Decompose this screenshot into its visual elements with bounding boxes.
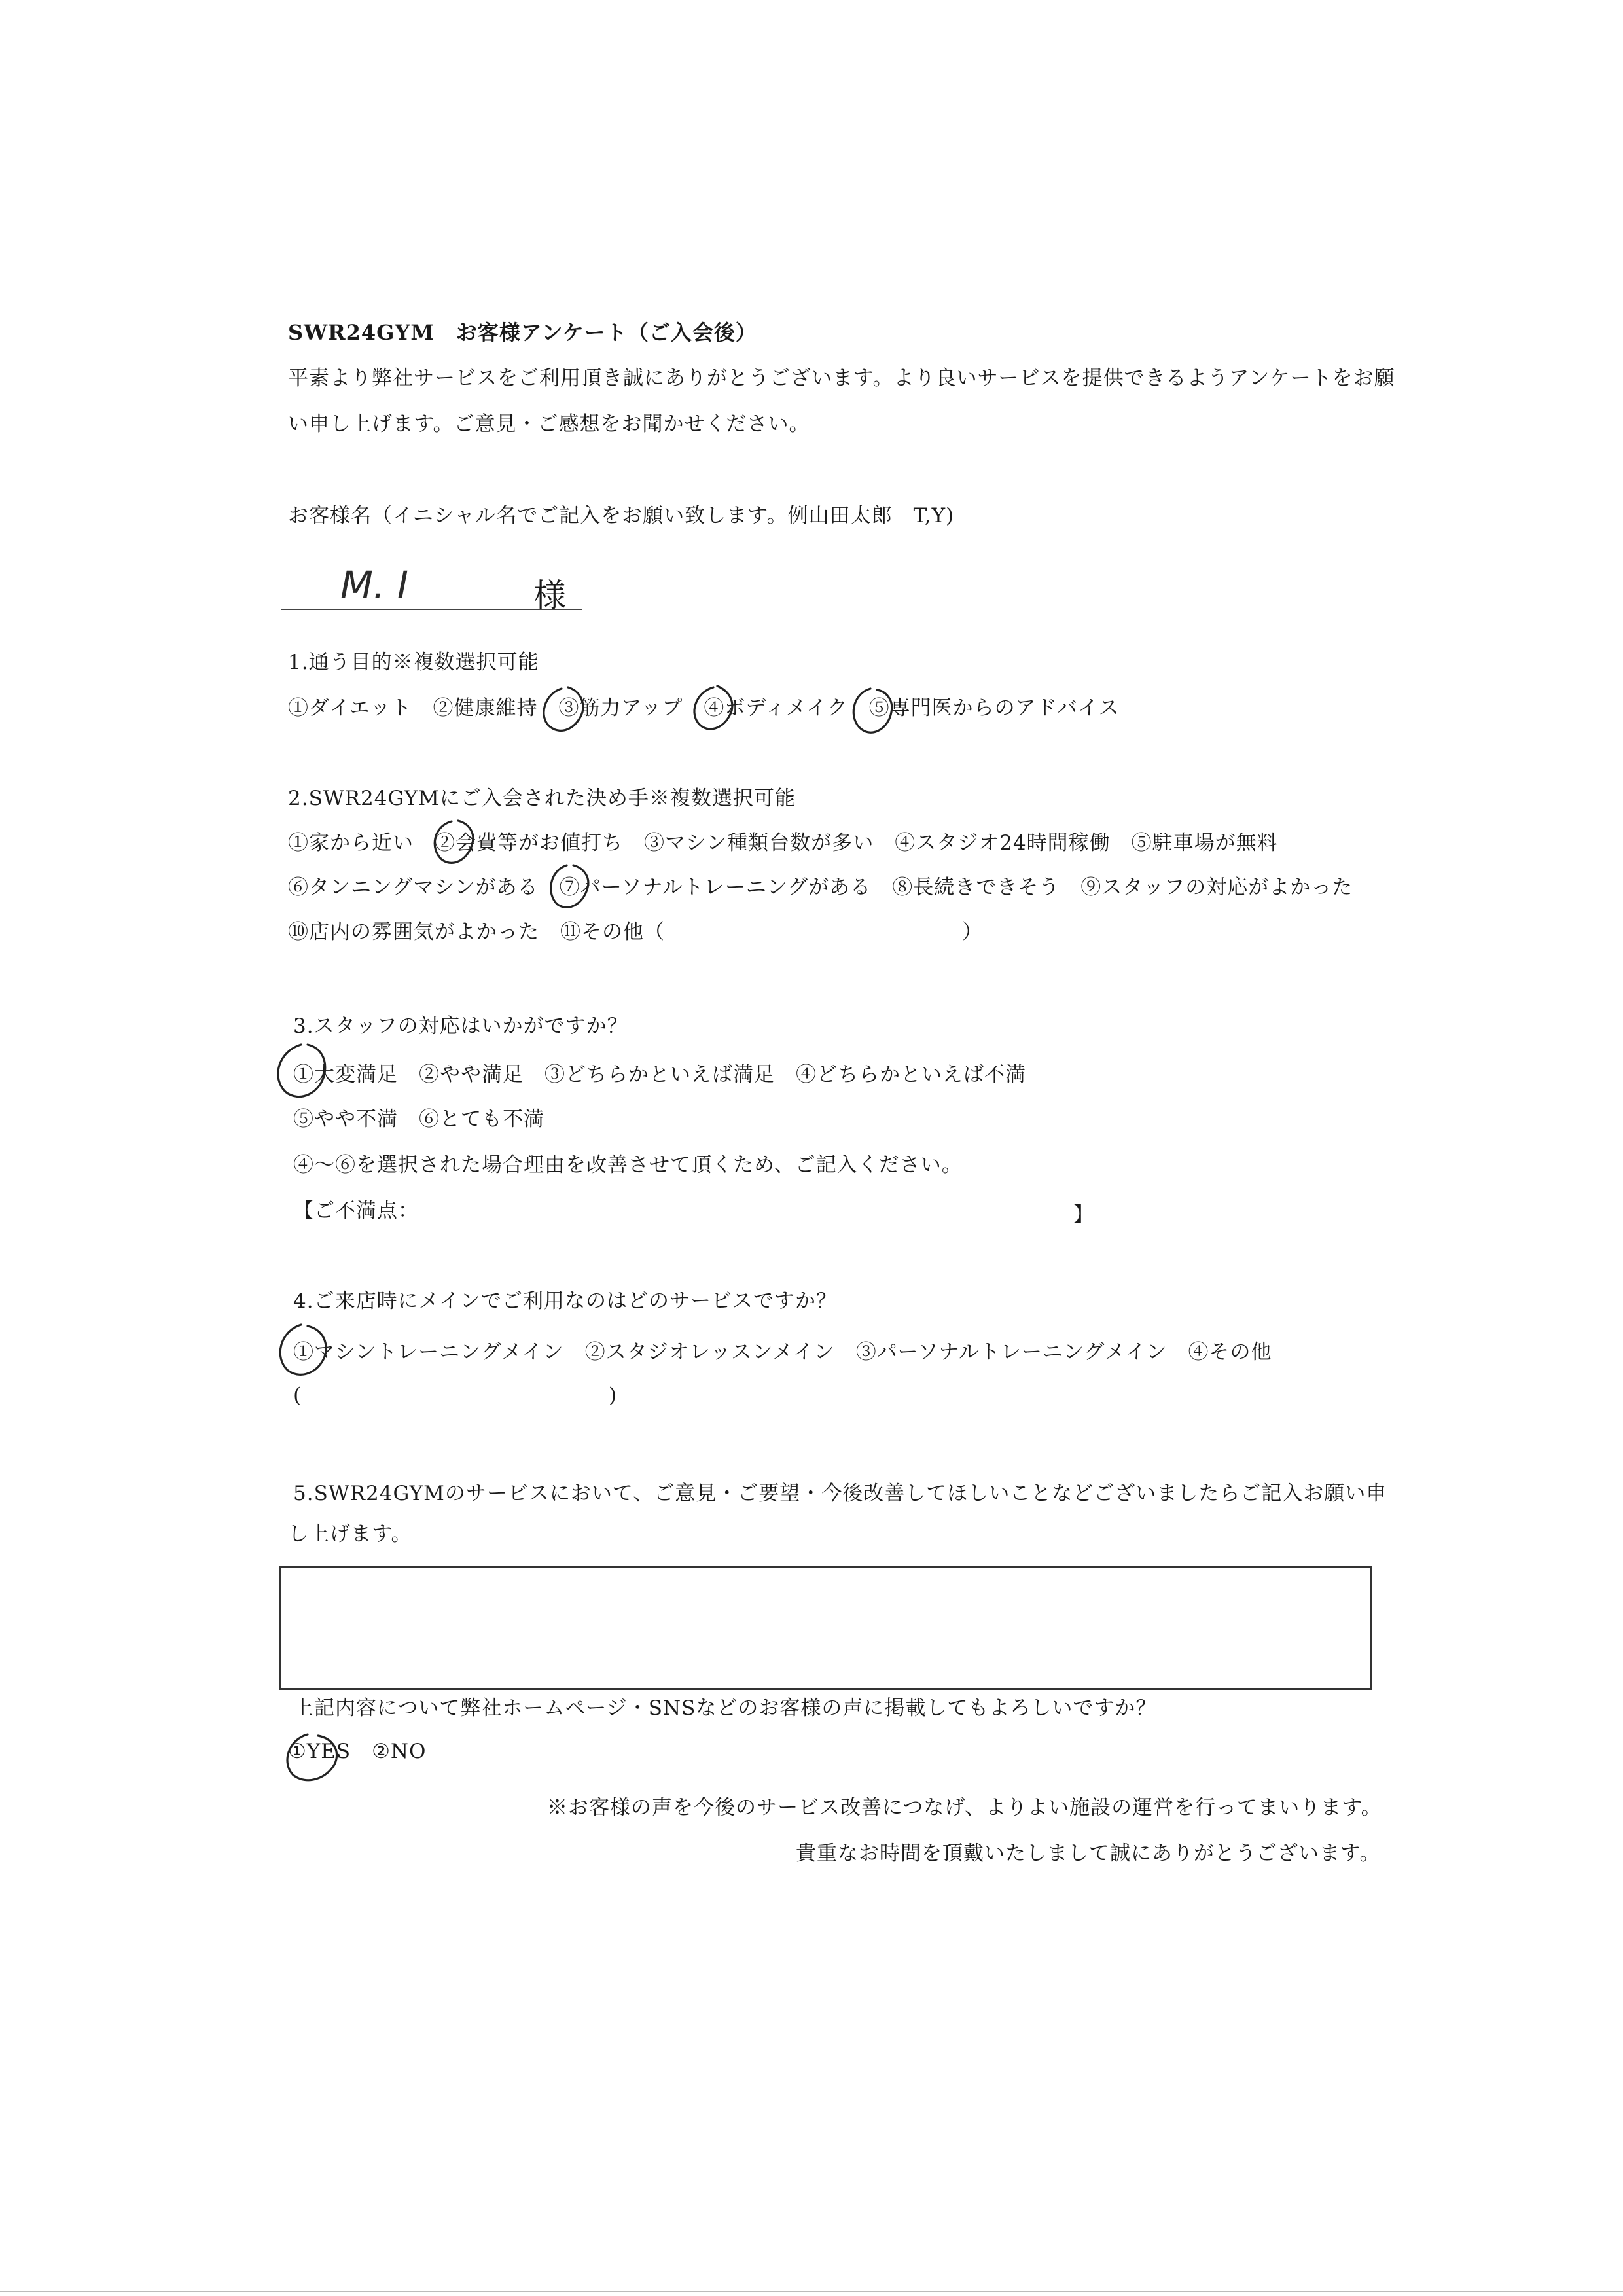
q5-answer-box[interactable]: [279, 1566, 1372, 1690]
q3-note: ④～⑥を選択された場合理由を改善させて頂くため、ご記入ください。: [293, 1153, 963, 1177]
q5-title-line-1: 5.SWR24GYMのサービスにおいて、ご意見・ご要望・今後改善してほしいことなどございましたらご記入お願い申: [293, 1482, 1387, 1505]
q4-other-open: (: [293, 1384, 302, 1407]
q3-complaint-close: 】: [1073, 1203, 1094, 1227]
q4-title: 4.ご来店時にメインでご利用なのはどのサービスですか？: [293, 1289, 837, 1313]
q2-options-line-1: ①家から近い ②会費等がお値打ち ③マシン種類台数が多い ④スタジオ24時間稼働 ⑤駐車場が無料: [288, 831, 1278, 855]
publish-options: ①YES ②NO: [288, 1740, 427, 1763]
q4-other-close: ): [609, 1384, 618, 1407]
footer-thanks: 貴重なお時間を頂戴いたしまして誠にありがとうございます。: [796, 1842, 1381, 1865]
q3-options-line-1: ①大変満足 ②やや満足 ③どちらかといえば満足 ④どちらかといえば不満: [293, 1063, 1026, 1086]
q1-options: ①ダイエット ②健康維持 ③筋力アップ ④ボディメイク ⑤専門医からのアドバイス: [288, 696, 1120, 720]
q2-options-line-2: ⑥タンニングマシンがある ⑦パーソナルトレーニングがある ⑧長続きできそう ⑨スタッフの対応がよかった: [288, 876, 1353, 899]
q1-title: 1.通う目的※複数選択可能: [288, 651, 539, 674]
footer-note: ※お客様の声を今後のサービス改善につなげ、よりよい施設の運営を行ってまいります。: [547, 1796, 1382, 1820]
scan-edge-line: [0, 2291, 1623, 2292]
q3-options-line-2: ⑤やや不満 ⑥とても不満: [293, 1107, 544, 1131]
q3-complaint-label: 【ご不満点：: [293, 1199, 419, 1223]
q4-options: ①マシントレーニングメイン ②スタジオレッスンメイン ③パーソナルトレーニングメイン ④その他: [293, 1340, 1272, 1364]
handwritten-customer-name: M. I: [340, 563, 409, 607]
q3-title: 3.スタッフの対応はいかがですか？: [293, 1014, 628, 1038]
q2-title: 2.SWR24GYMにご入会された決め手※複数選択可能: [288, 787, 796, 810]
q5-title-line-2: し上げます。: [288, 1522, 412, 1546]
publish-question: 上記内容について弊社ホームページ・SNSなどのお客様の声に掲載してもよろしいですか？: [293, 1696, 1157, 1720]
survey-title: SWR24GYM お客様アンケート（ご入会後）: [288, 320, 757, 345]
q2-options-line-3: ⑩店内の雰囲気がよかった ⑪その他（: [288, 920, 665, 944]
intro-text-line-1: 平素より弊社サービスをご利用頂き誠にありがとうございます。より良いサービスを提供できるようアンケートをお願: [288, 367, 1395, 390]
intro-text-line-2: い申し上げます。ご意見・ご感想をお聞かせください。: [288, 412, 810, 436]
q2-other-close: ）: [962, 920, 983, 944]
honorific-sama: 様: [533, 577, 566, 615]
customer-name-underline: [281, 609, 582, 610]
customer-name-label: お客様名（イニシャル名でご記入をお願い致します。例山田太郎 T,Y): [288, 504, 955, 528]
